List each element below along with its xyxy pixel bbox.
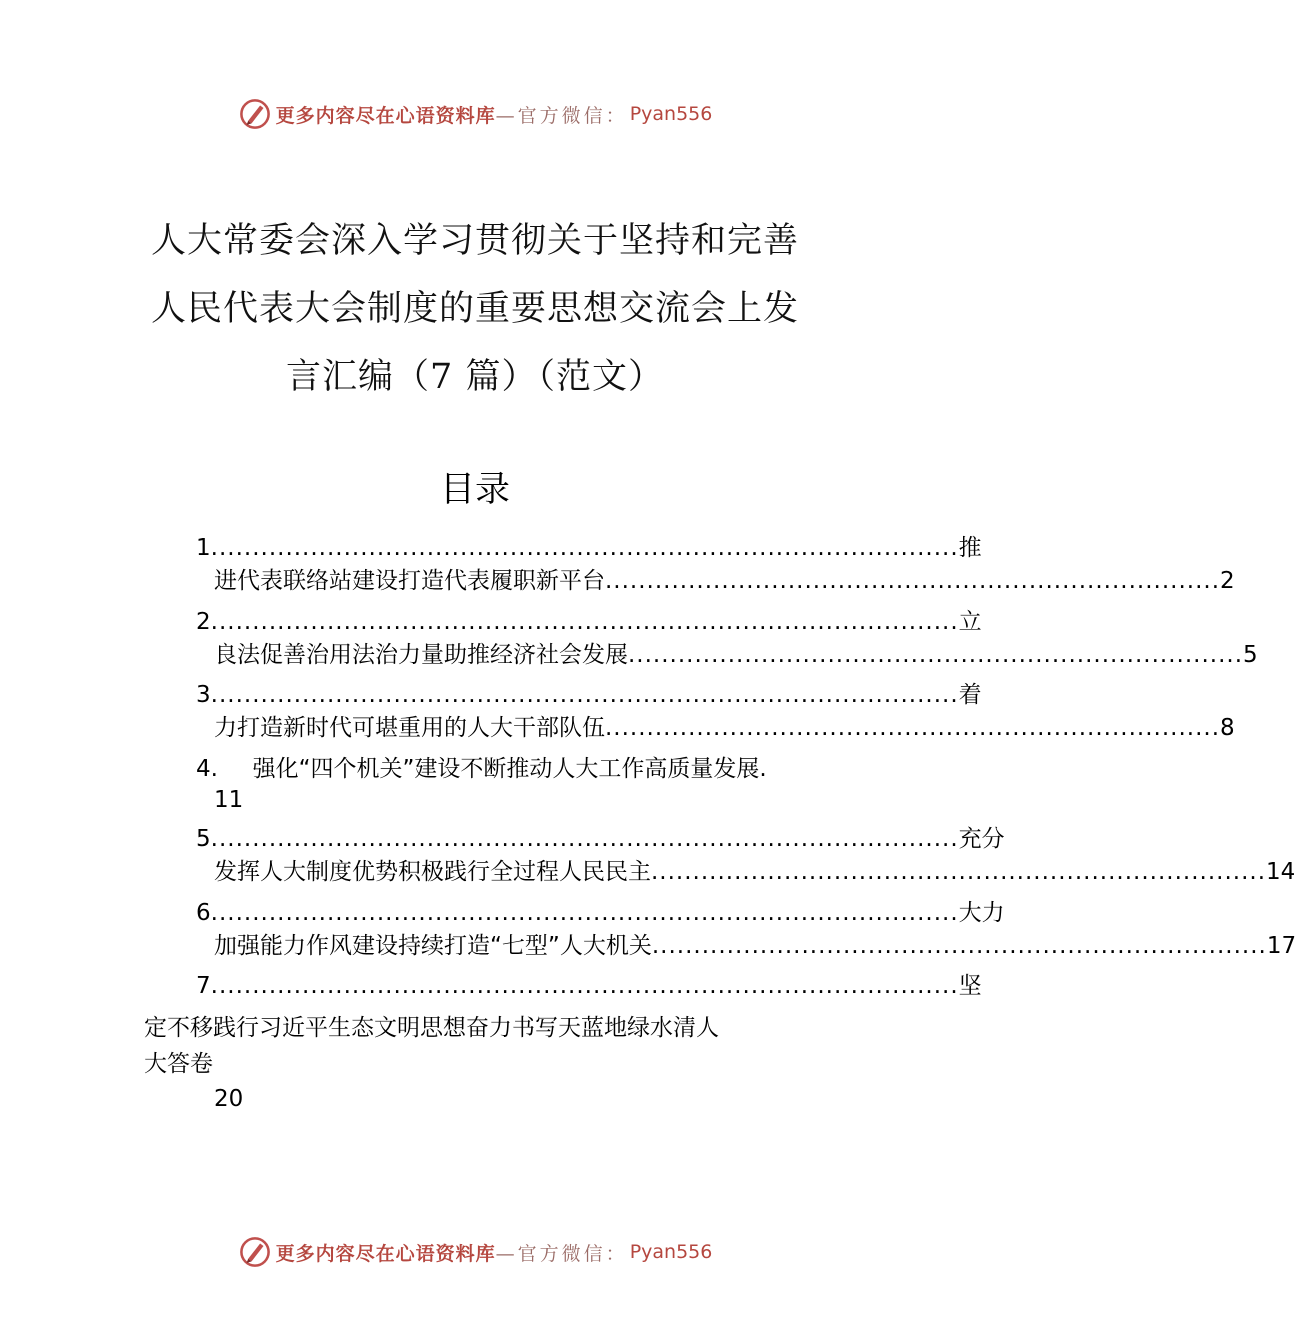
toc-number: 4. <box>196 756 218 782</box>
toc-dot-leader: .......................................................................... <box>651 859 1267 885</box>
toc-entry-text: 良法促善治用法治力量助推经济社会发展 <box>214 642 628 668</box>
toc-page-number: 2 <box>1220 568 1235 594</box>
toc-page-number: 14 <box>1266 859 1296 885</box>
toc-entry-4-line-2[interactable] <box>214 785 243 815</box>
toc-page-number: 11 <box>214 787 244 813</box>
toc-entry-text: 立 <box>958 609 982 635</box>
watermark-text: 更多内容尽在心语资料库 <box>275 104 496 127</box>
watermark-dash: —官方微信： <box>495 104 628 127</box>
toc-entry-text: 充分 <box>958 826 1005 852</box>
doc-title-line-2: 人民代表大会制度的重要思想交流会上发 <box>150 289 799 329</box>
toc-page-number: 20 <box>214 1086 244 1112</box>
toc-entry-text: 加强能力作风建设持续打造“七型”人大机关 <box>214 933 652 959</box>
toc-entry-4-line-1[interactable] <box>196 754 767 784</box>
toc-entry-text: 力打造新时代可堪重用的人大干部队伍 <box>214 715 605 741</box>
toc-entry-6-line-2[interactable] <box>214 931 1296 961</box>
toc-dot-leader: .......................................................................... <box>605 568 1221 594</box>
toc-entry-text: 坚 <box>958 973 982 999</box>
toc-entry-3-line-2[interactable] <box>214 713 1235 743</box>
toc-dot-leader: .......................................................................... <box>605 715 1221 741</box>
watermark-wechat: Pyan556 <box>629 103 713 125</box>
toc-entry-2-line-2[interactable] <box>214 640 1258 670</box>
toc-page-number: 8 <box>1220 715 1235 741</box>
watermark-wechat: Pyan556 <box>629 1241 713 1263</box>
toc-entry-text: 推 <box>958 535 982 561</box>
toc-entry-text: 大力 <box>958 900 1005 926</box>
toc-entry-7-line-2[interactable] <box>144 1013 719 1043</box>
toc-dot-leader: .......................................................................................... <box>210 826 959 852</box>
toc-number: 5 <box>196 826 211 852</box>
toc-dot-leader: .......................................................................................... <box>210 609 959 635</box>
toc-entry-text: 发挥人大制度优势积极践行全过程人民民主 <box>214 859 651 885</box>
toc-entry-5-line-1[interactable] <box>196 824 1005 854</box>
toc-entry-6-line-1[interactable] <box>196 898 1005 928</box>
toc-entry-7-line-1[interactable] <box>196 971 982 1001</box>
watermark-banner-top <box>0 94 950 134</box>
toc-page-number: 17 <box>1266 933 1296 959</box>
pen-logo-icon <box>238 1235 272 1269</box>
watermark-banner-bottom <box>0 1232 950 1272</box>
toc-dot-leader: .......................................................................................... <box>210 535 959 561</box>
toc-entry-1-line-1[interactable] <box>196 533 982 563</box>
toc-dot-leader: .......................................................................................... <box>210 900 959 926</box>
toc-number: 6 <box>196 900 211 926</box>
toc-entry-1-line-2[interactable] <box>214 566 1235 596</box>
toc-number: 2 <box>196 609 211 635</box>
toc-number: 3 <box>196 682 211 708</box>
watermark-text: 更多内容尽在心语资料库 <box>275 1242 496 1265</box>
toc-entry-2-line-1[interactable] <box>196 607 982 637</box>
toc-dot-leader: .......................................................................... <box>628 642 1244 668</box>
watermark-dash: —官方微信： <box>495 1242 628 1265</box>
toc-dot-leader: .......................................................................................... <box>210 682 959 708</box>
toc-entry-7-line-3[interactable] <box>144 1049 213 1079</box>
toc-entry-5-line-2[interactable] <box>214 857 1296 887</box>
pen-logo-icon <box>238 97 272 131</box>
toc-dot-leader: .......................................................................................... <box>210 973 959 999</box>
toc-number: 7 <box>196 973 211 999</box>
toc-entry-text: 强化“四个机关”建设不断推动人大工作高质量发展. <box>252 756 767 782</box>
doc-title-line-3: 言汇编（7 篇）（范文） <box>286 357 664 397</box>
toc-entry-7-line-4[interactable] <box>214 1084 243 1114</box>
toc-entry-text: 进代表联络站建设打造代表履职新平台 <box>214 568 605 594</box>
toc-page-number: 5 <box>1243 642 1258 668</box>
toc-heading: 目录 <box>439 470 510 510</box>
toc-number: 1 <box>196 535 211 561</box>
toc-dot-leader: .......................................................................... <box>651 933 1267 959</box>
toc-entry-text: 着 <box>958 682 982 708</box>
toc-entry-3-line-1[interactable] <box>196 680 982 710</box>
toc-entry-text: 大答卷 <box>144 1051 213 1077</box>
toc-entry-text: 定不移践行习近平生态文明思想奋力书写天蓝地绿水清人 <box>144 1015 719 1041</box>
doc-title-line-1: 人大常委会深入学习贯彻关于坚持和完善 <box>150 221 799 261</box>
